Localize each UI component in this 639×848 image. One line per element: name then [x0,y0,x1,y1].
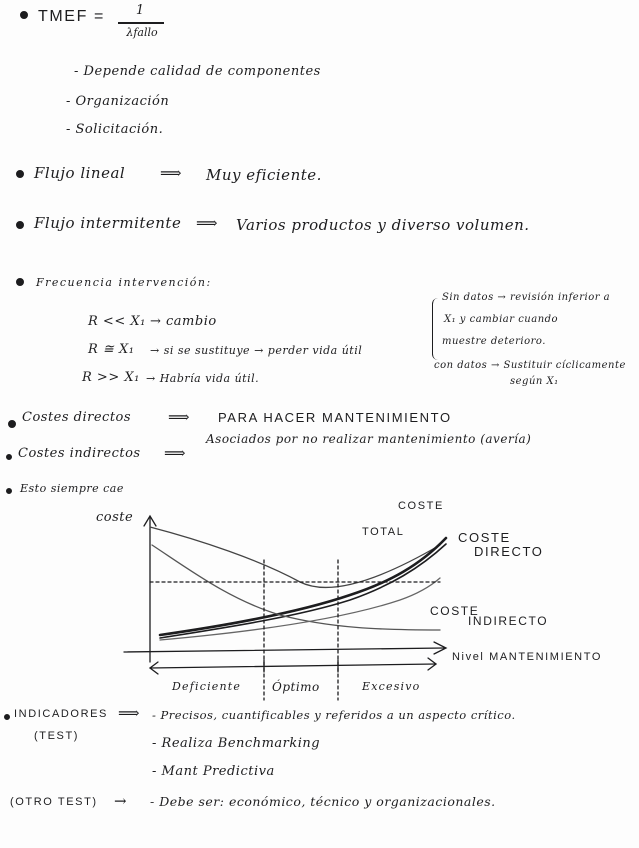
frequency-title: Frecuencia intervención: [36,276,212,289]
bullet [4,714,10,720]
chart-intro: Esto siempre cae [20,482,124,495]
side-note-line: Sin datos → revisión inferior a [442,292,611,303]
flow-label: Flujo lineal [34,164,126,182]
cost-arrow: ⟹ [168,408,191,426]
x-axis [124,648,444,652]
formula-item: - Depende calidad de componentes [74,64,321,79]
side-note-line: con datos → Sustituir cíclicamente [434,360,626,371]
chart-total-label: TOTAL [362,526,405,538]
cost-label: Costes directos [22,410,132,425]
formula-item: - Solicitación. [66,122,164,137]
indicators-title: INDICADORES [14,708,108,720]
formula-numerator: 1 [135,3,145,18]
frequency-cond: R >> X₁ [82,370,140,385]
formula-item: - Organización [66,94,170,109]
cost-result: Asociados por no realizar mantenimiento (avería) [206,432,532,446]
flow-result: Muy eficiente. [206,166,322,184]
chart-indirect-label: COSTE [430,604,480,618]
zone-arrow [150,664,436,668]
indicator-item: - Precisos, cuantificables y referidos a un aspecto crítico. [152,708,516,722]
side-note-line: X₁ y cambiar cuando [444,314,559,325]
chart-xlabel: Nivel MANTENIMIENTO [452,651,602,663]
side-note-line: muestre deterioro. [442,336,546,347]
frequency-cond: R ≅ X₁ [88,342,135,357]
chart-direct-label: COSTE [458,530,511,545]
chart-zone-label: Óptimo [272,680,320,694]
formula-denominator: λfallo [126,26,158,39]
chart-indirect-label: INDIRECTO [468,614,549,628]
direct-cost-curve-b [160,544,446,638]
indicators-subtitle: (TEST) [34,730,80,742]
cost-label: Costes indirectos [18,446,141,461]
flow-result: Varios productos y diverso volumen. [236,216,530,234]
cost-result: PARA HACER MANTENIMIENTO [218,410,452,425]
chart-zone-label: Excesivo [362,680,421,693]
indicators-arrow: ⟹ [118,704,141,722]
frequency-result: → cambio [150,314,217,329]
indirect-cost-curve [152,545,440,630]
other-test-label: (OTRO TEST) [10,796,98,808]
chart-ylabel: coste [96,510,134,525]
side-note-line: según X₁ [510,376,559,387]
flow-label: Flujo intermitente [34,214,182,232]
flow-arrow: ⟹ [160,164,183,182]
indicator-item: - Realiza Benchmarking [152,736,321,751]
chart-direct-label: DIRECTO [474,544,544,559]
chart-zone-label: Deficiente [172,680,242,693]
other-test-arrow: → [114,792,128,810]
frequency-result: → Habría vida útil. [146,372,260,385]
cost-arrow: ⟹ [164,444,187,462]
chart-total-label: COSTE [398,500,444,512]
frequency-result: → si se sustituye → perder vida útil [150,344,363,357]
frequency-cond: R << X₁ [88,314,146,329]
indicator-item: - Mant Predictiva [152,764,275,779]
formula-lhs: TMEF = [38,8,105,25]
flow-arrow: ⟹ [196,214,219,232]
other-test-text: - Debe ser: económico, técnico y organizacionales. [150,794,496,809]
